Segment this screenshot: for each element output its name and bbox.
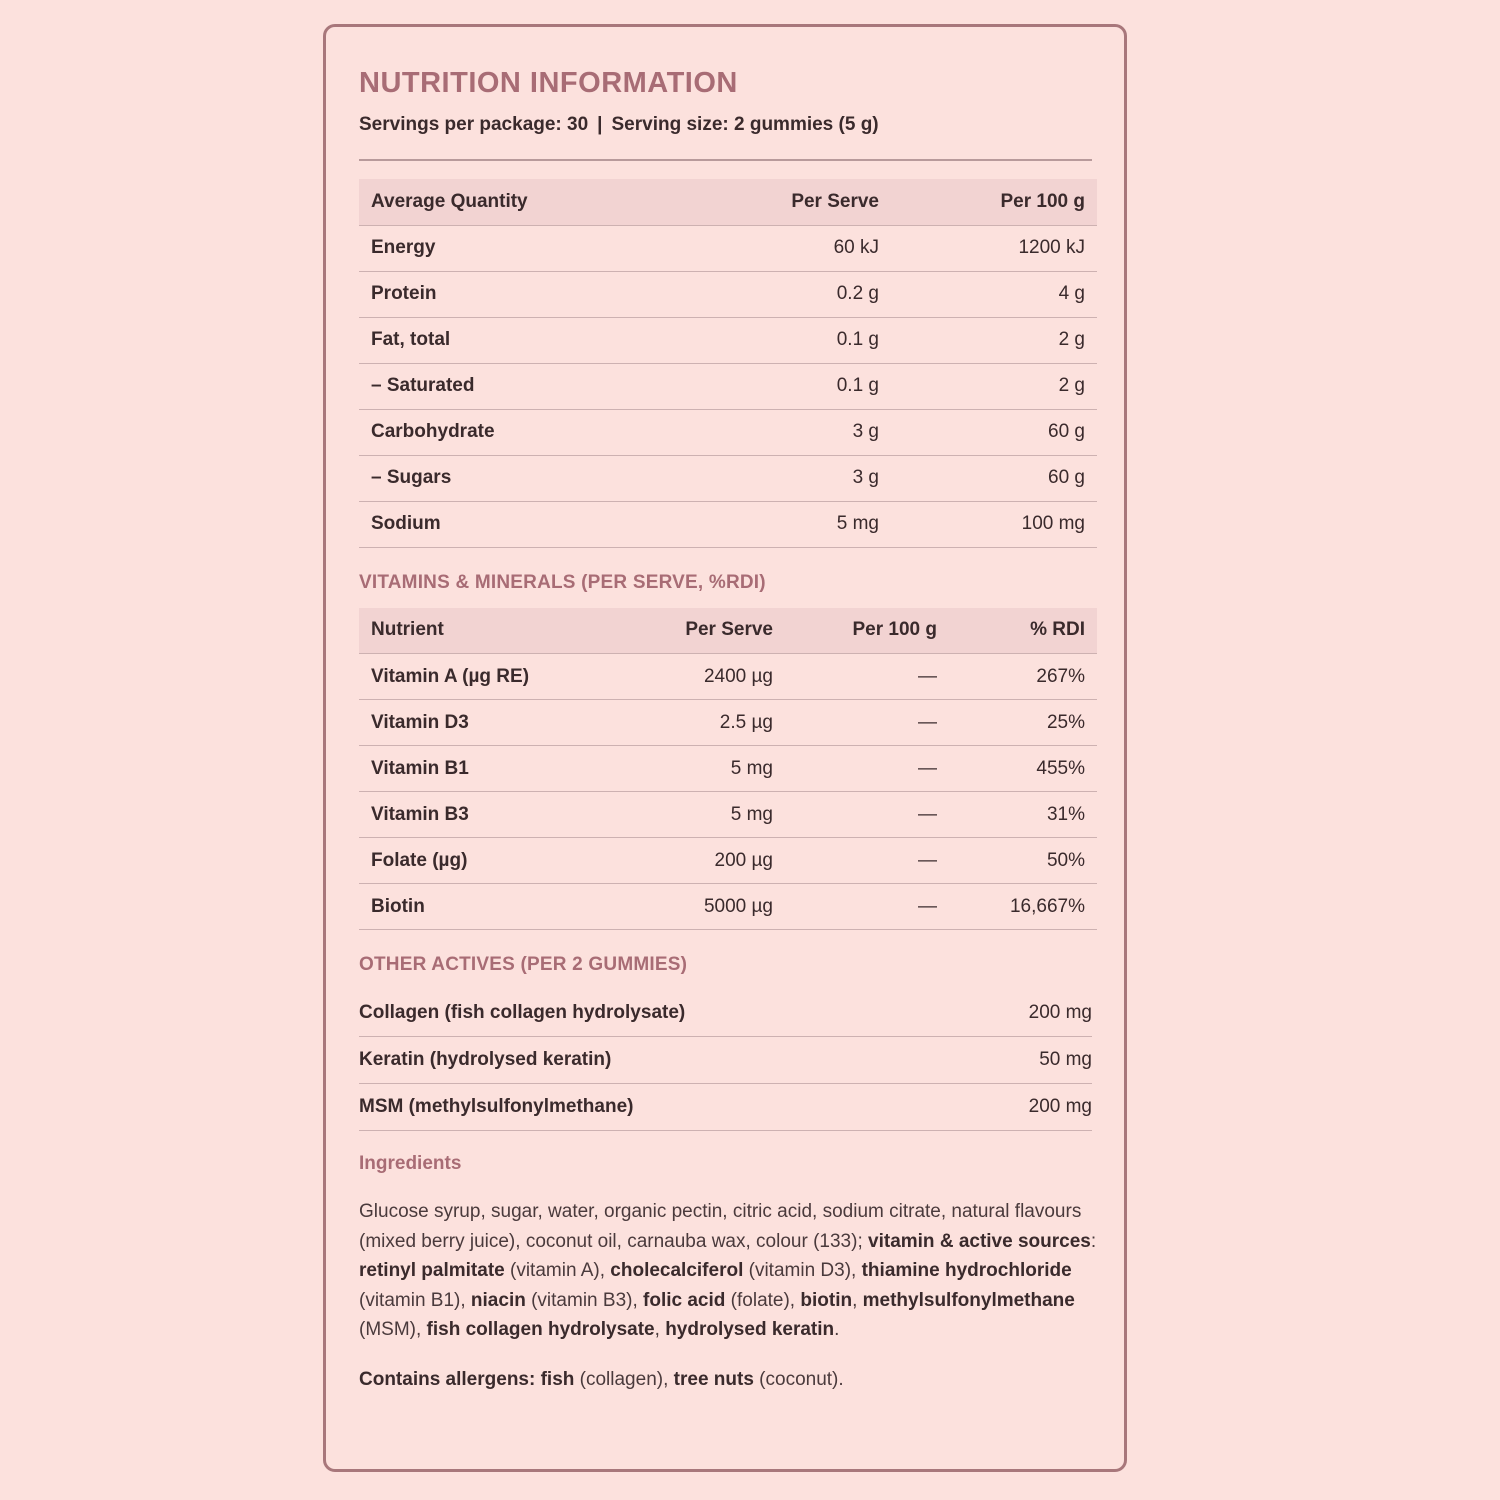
servings-per-package: Servings per package: 30 xyxy=(359,114,589,135)
column-header: Nutrient xyxy=(359,608,619,654)
actives-section-label: OTHER ACTIVES (PER 2 GUMMIES) xyxy=(359,954,688,975)
text-segment: . xyxy=(834,1319,840,1341)
table-row xyxy=(359,792,1097,838)
column-header: Per 100 g xyxy=(785,608,949,654)
vitamin-value: — xyxy=(785,746,949,792)
text-segment: (vitamin A), xyxy=(504,1260,611,1282)
table-row xyxy=(359,317,1097,363)
bold-segment: niacin xyxy=(470,1289,526,1311)
text-segment: (vitamin D3), xyxy=(743,1260,862,1282)
servings-separator: | xyxy=(597,114,603,135)
vitamin-value: 455% xyxy=(949,746,1097,792)
nutrient-value: 4 g xyxy=(891,271,1097,317)
nutrition-table xyxy=(359,179,1097,548)
active-name: MSM (methylsulfonylmethane) xyxy=(359,1096,634,1117)
ingredients-label: Ingredients xyxy=(359,1153,462,1174)
vitamin-name: Vitamin B1 xyxy=(359,746,619,792)
text-segment: (coconut). xyxy=(753,1368,844,1390)
nutrient-name: – Sugars xyxy=(359,455,689,501)
column-header: Per Serve xyxy=(689,179,891,225)
servings-line xyxy=(359,109,1092,141)
allergens-statement xyxy=(359,1365,1092,1395)
table-row xyxy=(359,409,1097,455)
text-segment: , xyxy=(852,1289,863,1311)
ingredients-text xyxy=(359,1197,1099,1345)
text-segment: (vitamin B1), xyxy=(359,1289,471,1311)
vitamin-value: 5 mg xyxy=(619,792,785,838)
bold-segment: cholecalciferol xyxy=(610,1260,744,1282)
nutrient-value: 1200 kJ xyxy=(891,225,1097,271)
nutrient-value: 60 kJ xyxy=(689,225,891,271)
bold-segment: retinyl palmitate xyxy=(359,1260,505,1282)
vitamin-value: 267% xyxy=(949,654,1097,700)
vitamin-name: Biotin xyxy=(359,884,619,930)
serving-size: Serving size: 2 gummies (5 g) xyxy=(611,114,879,135)
table-row xyxy=(359,501,1097,547)
vitamin-value: 2.5 µg xyxy=(619,700,785,746)
nutrient-value: 0.1 g xyxy=(689,317,891,363)
text-segment: (collagen), xyxy=(574,1368,674,1390)
vitamin-value: — xyxy=(785,700,949,746)
bold-segment: thiamine hydrochloride xyxy=(861,1260,1072,1282)
bold-segment: methylsulfonylmethane xyxy=(862,1289,1075,1311)
vitamin-value: 31% xyxy=(949,792,1097,838)
vitamin-value: — xyxy=(785,792,949,838)
list-item xyxy=(359,1037,1092,1084)
vitamin-name: Vitamin D3 xyxy=(359,700,619,746)
bold-segment: folic acid xyxy=(643,1289,726,1311)
table-row xyxy=(359,363,1097,409)
bold-segment: Contains allergens: fish xyxy=(359,1368,575,1390)
text-segment: Glucose syrup, sugar, water, organic pectin, citric acid, sodium citrate, natural flavours (mixed berry juice), coconut oil, carnauba wax, colour (133); xyxy=(359,1201,1082,1252)
nutrient-name: Energy xyxy=(359,225,689,271)
bold-segment: fish collagen hydrolysate xyxy=(426,1319,655,1341)
column-header: Average Quantity xyxy=(359,179,689,225)
text-segment: (folate), xyxy=(725,1289,801,1311)
column-header: Per 100 g xyxy=(891,179,1097,225)
table-row xyxy=(359,838,1097,884)
bold-segment: biotin xyxy=(800,1289,853,1311)
vitamin-value: 5 mg xyxy=(619,746,785,792)
vitamin-value: 5000 µg xyxy=(619,884,785,930)
nutrition-panel xyxy=(323,24,1127,1472)
text-segment: (vitamin B3), xyxy=(525,1289,644,1311)
vitamin-name: Folate (µg) xyxy=(359,838,619,884)
active-amount: 200 mg xyxy=(1028,1002,1092,1023)
nutrient-value: 0.2 g xyxy=(689,271,891,317)
nutrient-value: 60 g xyxy=(891,455,1097,501)
list-item xyxy=(359,990,1092,1037)
nutrient-name: Sodium xyxy=(359,501,689,547)
column-header: Per Serve xyxy=(619,608,785,654)
bold-segment: hydrolysed keratin xyxy=(665,1319,835,1341)
nutrient-value: 2 g xyxy=(891,317,1097,363)
actives-list xyxy=(359,990,1092,1131)
active-amount: 200 mg xyxy=(1028,1096,1092,1117)
active-amount: 50 mg xyxy=(1039,1049,1092,1070)
text-segment: : xyxy=(1090,1230,1097,1252)
table-row xyxy=(359,225,1097,271)
nutrient-name: Protein xyxy=(359,271,689,317)
vitamin-value: 50% xyxy=(949,838,1097,884)
nutrient-value: 5 mg xyxy=(689,501,891,547)
nutrient-value: 100 mg xyxy=(891,501,1097,547)
table-row xyxy=(359,654,1097,700)
column-header: % RDI xyxy=(949,608,1097,654)
text-segment: , xyxy=(654,1319,666,1341)
list-item xyxy=(359,1084,1092,1131)
vitamin-value: — xyxy=(785,838,949,884)
table-row xyxy=(359,884,1097,930)
vitamin-value: 2400 µg xyxy=(619,654,785,700)
nutrient-value: 3 g xyxy=(689,455,891,501)
vitamins-header-row xyxy=(359,608,1097,654)
divider xyxy=(359,159,1092,161)
table-row xyxy=(359,271,1097,317)
page-title: NUTRITION INFORMATION xyxy=(359,67,738,99)
nutrient-value: 3 g xyxy=(689,409,891,455)
nutrient-value: 0.1 g xyxy=(689,363,891,409)
vitamin-value: 200 µg xyxy=(619,838,785,884)
text-segment: (MSM), xyxy=(359,1319,427,1341)
nutrient-value: 60 g xyxy=(891,409,1097,455)
vitamin-value: 16,667% xyxy=(949,884,1097,930)
bold-segment: vitamin & active sources xyxy=(868,1230,1091,1252)
vitamins-section-label: VITAMINS & MINERALS (PER SERVE, %RDI) xyxy=(359,571,766,593)
bold-segment: tree nuts xyxy=(673,1368,754,1390)
vitamin-name: Vitamin A (µg RE) xyxy=(359,654,619,700)
vitamins-table xyxy=(359,608,1097,931)
vitamin-value: — xyxy=(785,654,949,700)
vitamin-value: 25% xyxy=(949,700,1097,746)
nutrient-value: 2 g xyxy=(891,363,1097,409)
active-name: Keratin (hydrolysed keratin) xyxy=(359,1049,612,1070)
vitamin-name: Vitamin B3 xyxy=(359,792,619,838)
nutrient-name: Fat, total xyxy=(359,317,689,363)
nutrient-name: Carbohydrate xyxy=(359,409,689,455)
nutrition-header-row xyxy=(359,179,1097,225)
vitamin-value: — xyxy=(785,884,949,930)
table-row xyxy=(359,700,1097,746)
table-row xyxy=(359,746,1097,792)
table-row xyxy=(359,455,1097,501)
active-name: Collagen (fish collagen hydrolysate) xyxy=(359,1002,686,1023)
nutrient-name: – Saturated xyxy=(359,363,689,409)
